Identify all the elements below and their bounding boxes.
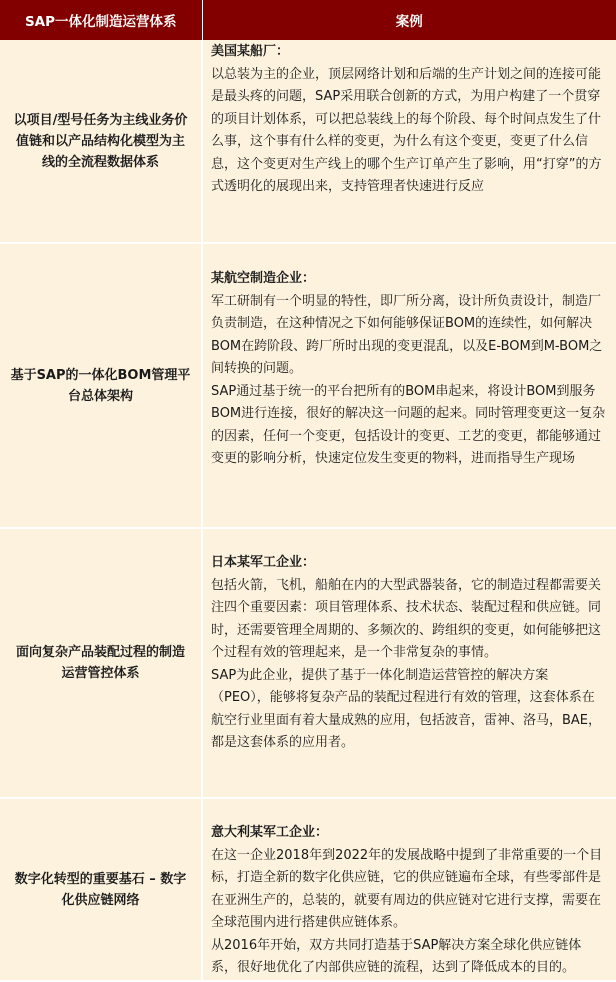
system-cell: 以项目/型号任务为主线业务价值链和以产品结构化模型为主线的全流程数据体系 <box>0 40 202 243</box>
table-row <box>0 40 616 243</box>
table-row <box>0 243 616 528</box>
company-name: 某航空制造企业： <box>211 271 316 286</box>
header-row <box>0 0 616 40</box>
case-paragraph: 从2016年开始，双方共同打造基于SAP解决方案全球化供应链体系，很好地优化了内部供应链的流程，达到了降低成本的目的。 <box>211 937 582 975</box>
case-paragraph: SAP为此企业，提供了基于一体化制造运营管控的解决方案（PEO），能够将复杂产品的装配过程进行有效的管理，这套体系在航空行业里面有着大量成熟的应用，包括波音，雷神、洛马，BAE，都是这套体系的应用者。 <box>211 667 602 750</box>
table-row <box>0 798 616 981</box>
system-cell: 基于SAP的一体化BOM管理平台总体架构 <box>0 243 202 528</box>
case-cell <box>202 243 616 528</box>
case-paragraph: 在这一企业2018年到2022年的发展战略中提到了非常重要的一个目标，打造全新的数字化供应链，它的供应链遍布全球，有些零部件是在亚洲生产的，总装的，就要有周边的供应链对它进行支撑，需要在全球范围内进行搭建供应链体系。 <box>211 847 603 930</box>
system-cell: 面向复杂产品装配过程的制造运营管控体系 <box>0 528 202 798</box>
company-name: 意大利某军工企业： <box>211 825 329 840</box>
header-case: 案例 <box>202 0 616 40</box>
case-cell <box>202 528 616 798</box>
system-cell: 数字化转型的重要基石 – 数字化供应链网络 <box>0 798 202 981</box>
case-paragraph: 包括火箭，飞机，船舶在内的大型武器装备，它的制造过程都需要关注四个重要因素：项目管理体系、技术状态、装配过程和供应链。同时，还需要管理全周期的、多频次的、跨组织的变更，如何能够把这个过程有效的管理起来，是一个非常复杂的事情。 <box>211 577 602 660</box>
case-cell <box>202 798 616 981</box>
company-name: 美国某船厂： <box>211 44 290 59</box>
case-cell <box>202 40 616 243</box>
header-system: SAP一体化制造运营体系 <box>0 0 202 40</box>
company-name: 日本某军工企业： <box>211 555 316 570</box>
case-paragraph: 军工研制有一个明显的特性，即厂所分离，设计所负责设计，制造厂负责制造，在这种情况之下如何能够保证BOM的连续性，如何解决BOM在跨阶段、跨厂所时出现的变更混乱，以及E-BOM到M-BOM之间转换的问题。 <box>211 293 603 376</box>
case-paragraph: 以总装为主的企业，顶层网络计划和后端的生产计划之间的连接可能是最头疼的问题，SAP采用联合创新的方式，为用户构建了一个贯穿的项目计划体系，可以把总装线上的每个阶段、每个时间点发生了什么事，这个事有什么样的变更，为什么有这个变更，变更了什么信息，这个变更对生产线上的哪个生产订单产生了影响，用“打穿”的方式透明化的展现出来，支持管理者快速进行反应 <box>211 66 602 194</box>
table-row <box>0 528 616 798</box>
case-paragraph: SAP通过基于统一的平台把所有的BOM串起来，将设计BOM到服务BOM进行连接，很好的解决这一问题的起来。同时管理变更这一复杂的因素，任何一个变更，包括设计的变更、工艺的变更，都能够通过变更的影响分析，快速定位发生变更的物料，进而指导生产现场 <box>211 383 606 466</box>
